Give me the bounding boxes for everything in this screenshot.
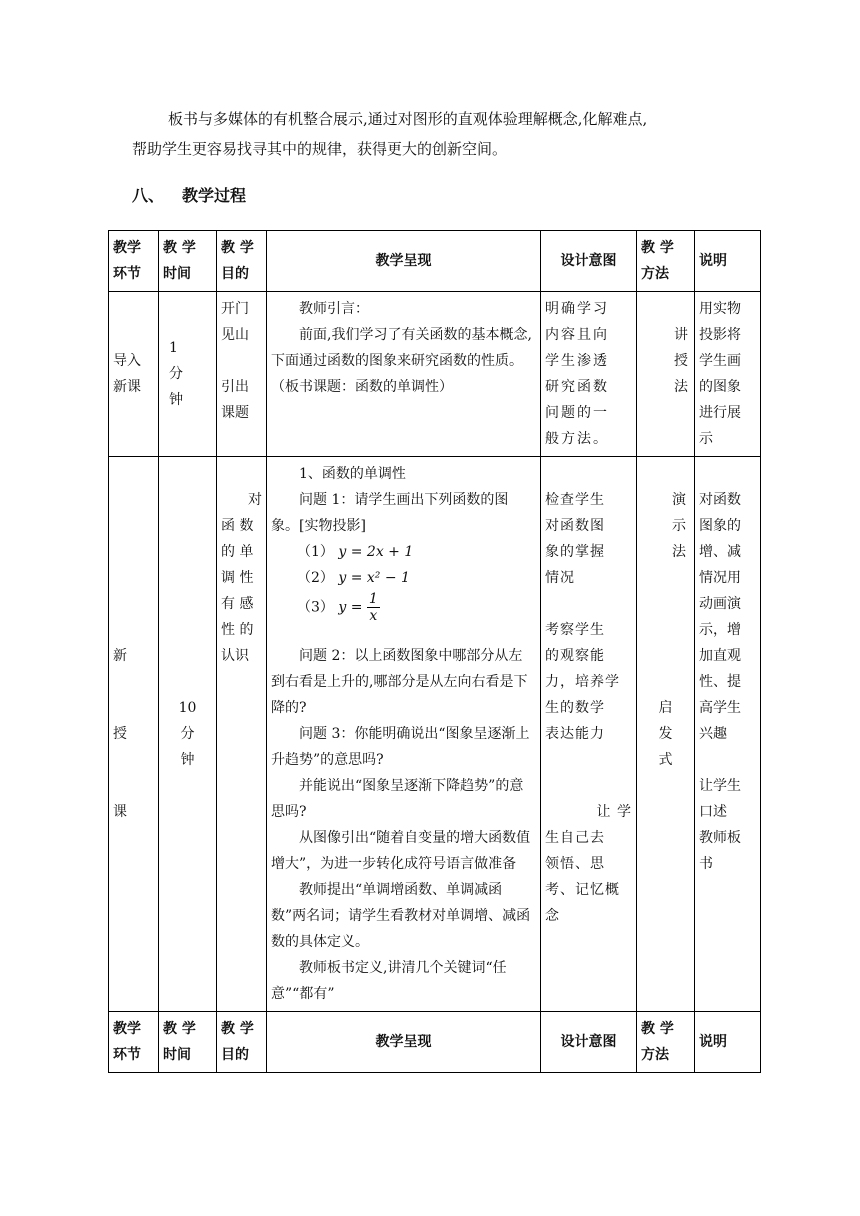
- row1-intent: 明确学习 内容且向 学生渗透 研究函数 问题的一 般方法。: [541, 292, 637, 457]
- section-number: 八、: [132, 186, 165, 205]
- header-intent-2: 设计意图: [541, 1012, 637, 1073]
- header-note: 说明: [695, 231, 761, 292]
- header-goal: 教 学 目的: [217, 231, 267, 292]
- header-method-2: 教 学 方法: [637, 1012, 695, 1073]
- row1-note: 用实物 投影将 学生画 的图象 进行展 示: [695, 292, 761, 457]
- row2-content: 1、函数的单调性 问题 1：请学生画出下列函数的图象。[实物投影] （1） y = 2x + 1 （2） y = x² − 1 （3） y = $\frac{1}{x}$ 问题 2：以上函数图象中哪部分从左到右看是上升的,哪部分是从左向右看是下降的? 问题 3：你能明确说出“图象呈逐渐上升趋势”的意思吗? 并能说出“图象呈逐渐下降趋势”的意思吗? 从图像引出“随着自变量的增大函数值增大”，为进一步转化成符号语言做准备 教师提出“单调增函数、单调减函数”两名词；请学生看教材对单调增、减函数的具体定义。 教师板书定义,讲清几个关键词“任意”“都有”: [267, 457, 541, 1012]
- header-row: [109, 231, 761, 292]
- header-time-2: 教 学 时间: [159, 1012, 217, 1073]
- row1-content: 教师引言： 前面,我们学习了有关函数的基本概念,下面通过函数的图象来研究函数的性质。 （板书课题：函数的单调性）: [267, 292, 541, 457]
- header-row-repeat: [109, 1012, 761, 1073]
- formula-3: （3） y = $\frac{1}{x}$: [297, 591, 378, 624]
- section-title: 教学过程: [182, 186, 247, 205]
- teaching-process-table: [108, 230, 761, 1073]
- intro-line-2: 帮助学生更容易找寻其中的规律，获得更大的创新空间。: [132, 140, 508, 158]
- row2-stage: 新 授 课: [109, 457, 159, 1012]
- header-content: 教学呈现: [267, 231, 541, 292]
- row2-goal: 对 函 数 的 单 调 性 有 感 性 的 认识: [217, 457, 267, 1012]
- header-stage-2: 教学 环节: [109, 1012, 159, 1073]
- header-intent: 设计意图: [541, 231, 637, 292]
- formula-1: （1） y = 2x + 1: [297, 544, 414, 560]
- row-new-lesson: [109, 457, 761, 1012]
- row2-method: 演 示 法 启 发 式: [637, 457, 695, 1012]
- row2-time: 10 分 钟: [159, 457, 217, 1012]
- row2-note: 对函数 图象的 增、减 情况用 动画演 示，增 加直观 性、提 高学生 兴趣 让学生 口述 教师板 书: [695, 457, 761, 1012]
- row-intro: [109, 292, 761, 457]
- header-goal-2: 教 学 目的: [217, 1012, 267, 1073]
- row1-time: 1 分 钟: [159, 292, 217, 457]
- section-heading: [132, 183, 246, 206]
- header-stage: 教学 环节: [109, 231, 159, 292]
- intro-paragraph: [132, 104, 744, 164]
- header-time: 教 学 时间: [159, 231, 217, 292]
- intro-line-1: 板书与多媒体的有机整合展示,通过对图形的直观体验理解概念,化解难点,: [168, 110, 648, 128]
- header-content-2: 教学呈现: [267, 1012, 541, 1073]
- row2-intent: 检查学生 对函数图 象的掌握 情况 考察学生 的观察能 力，培养学 生的数学 表达能力 让 学 生自己去 领悟、思 考、记忆概 念: [541, 457, 637, 1012]
- header-method: 教 学 方法: [637, 231, 695, 292]
- row1-method: 讲 授 法: [637, 292, 695, 457]
- header-note-2: 说明: [695, 1012, 761, 1073]
- row1-goal: 开门 见山 引出 课题: [217, 292, 267, 457]
- row1-stage: 导入 新课: [109, 292, 159, 457]
- formula-2: （2） y = x² − 1: [297, 570, 410, 586]
